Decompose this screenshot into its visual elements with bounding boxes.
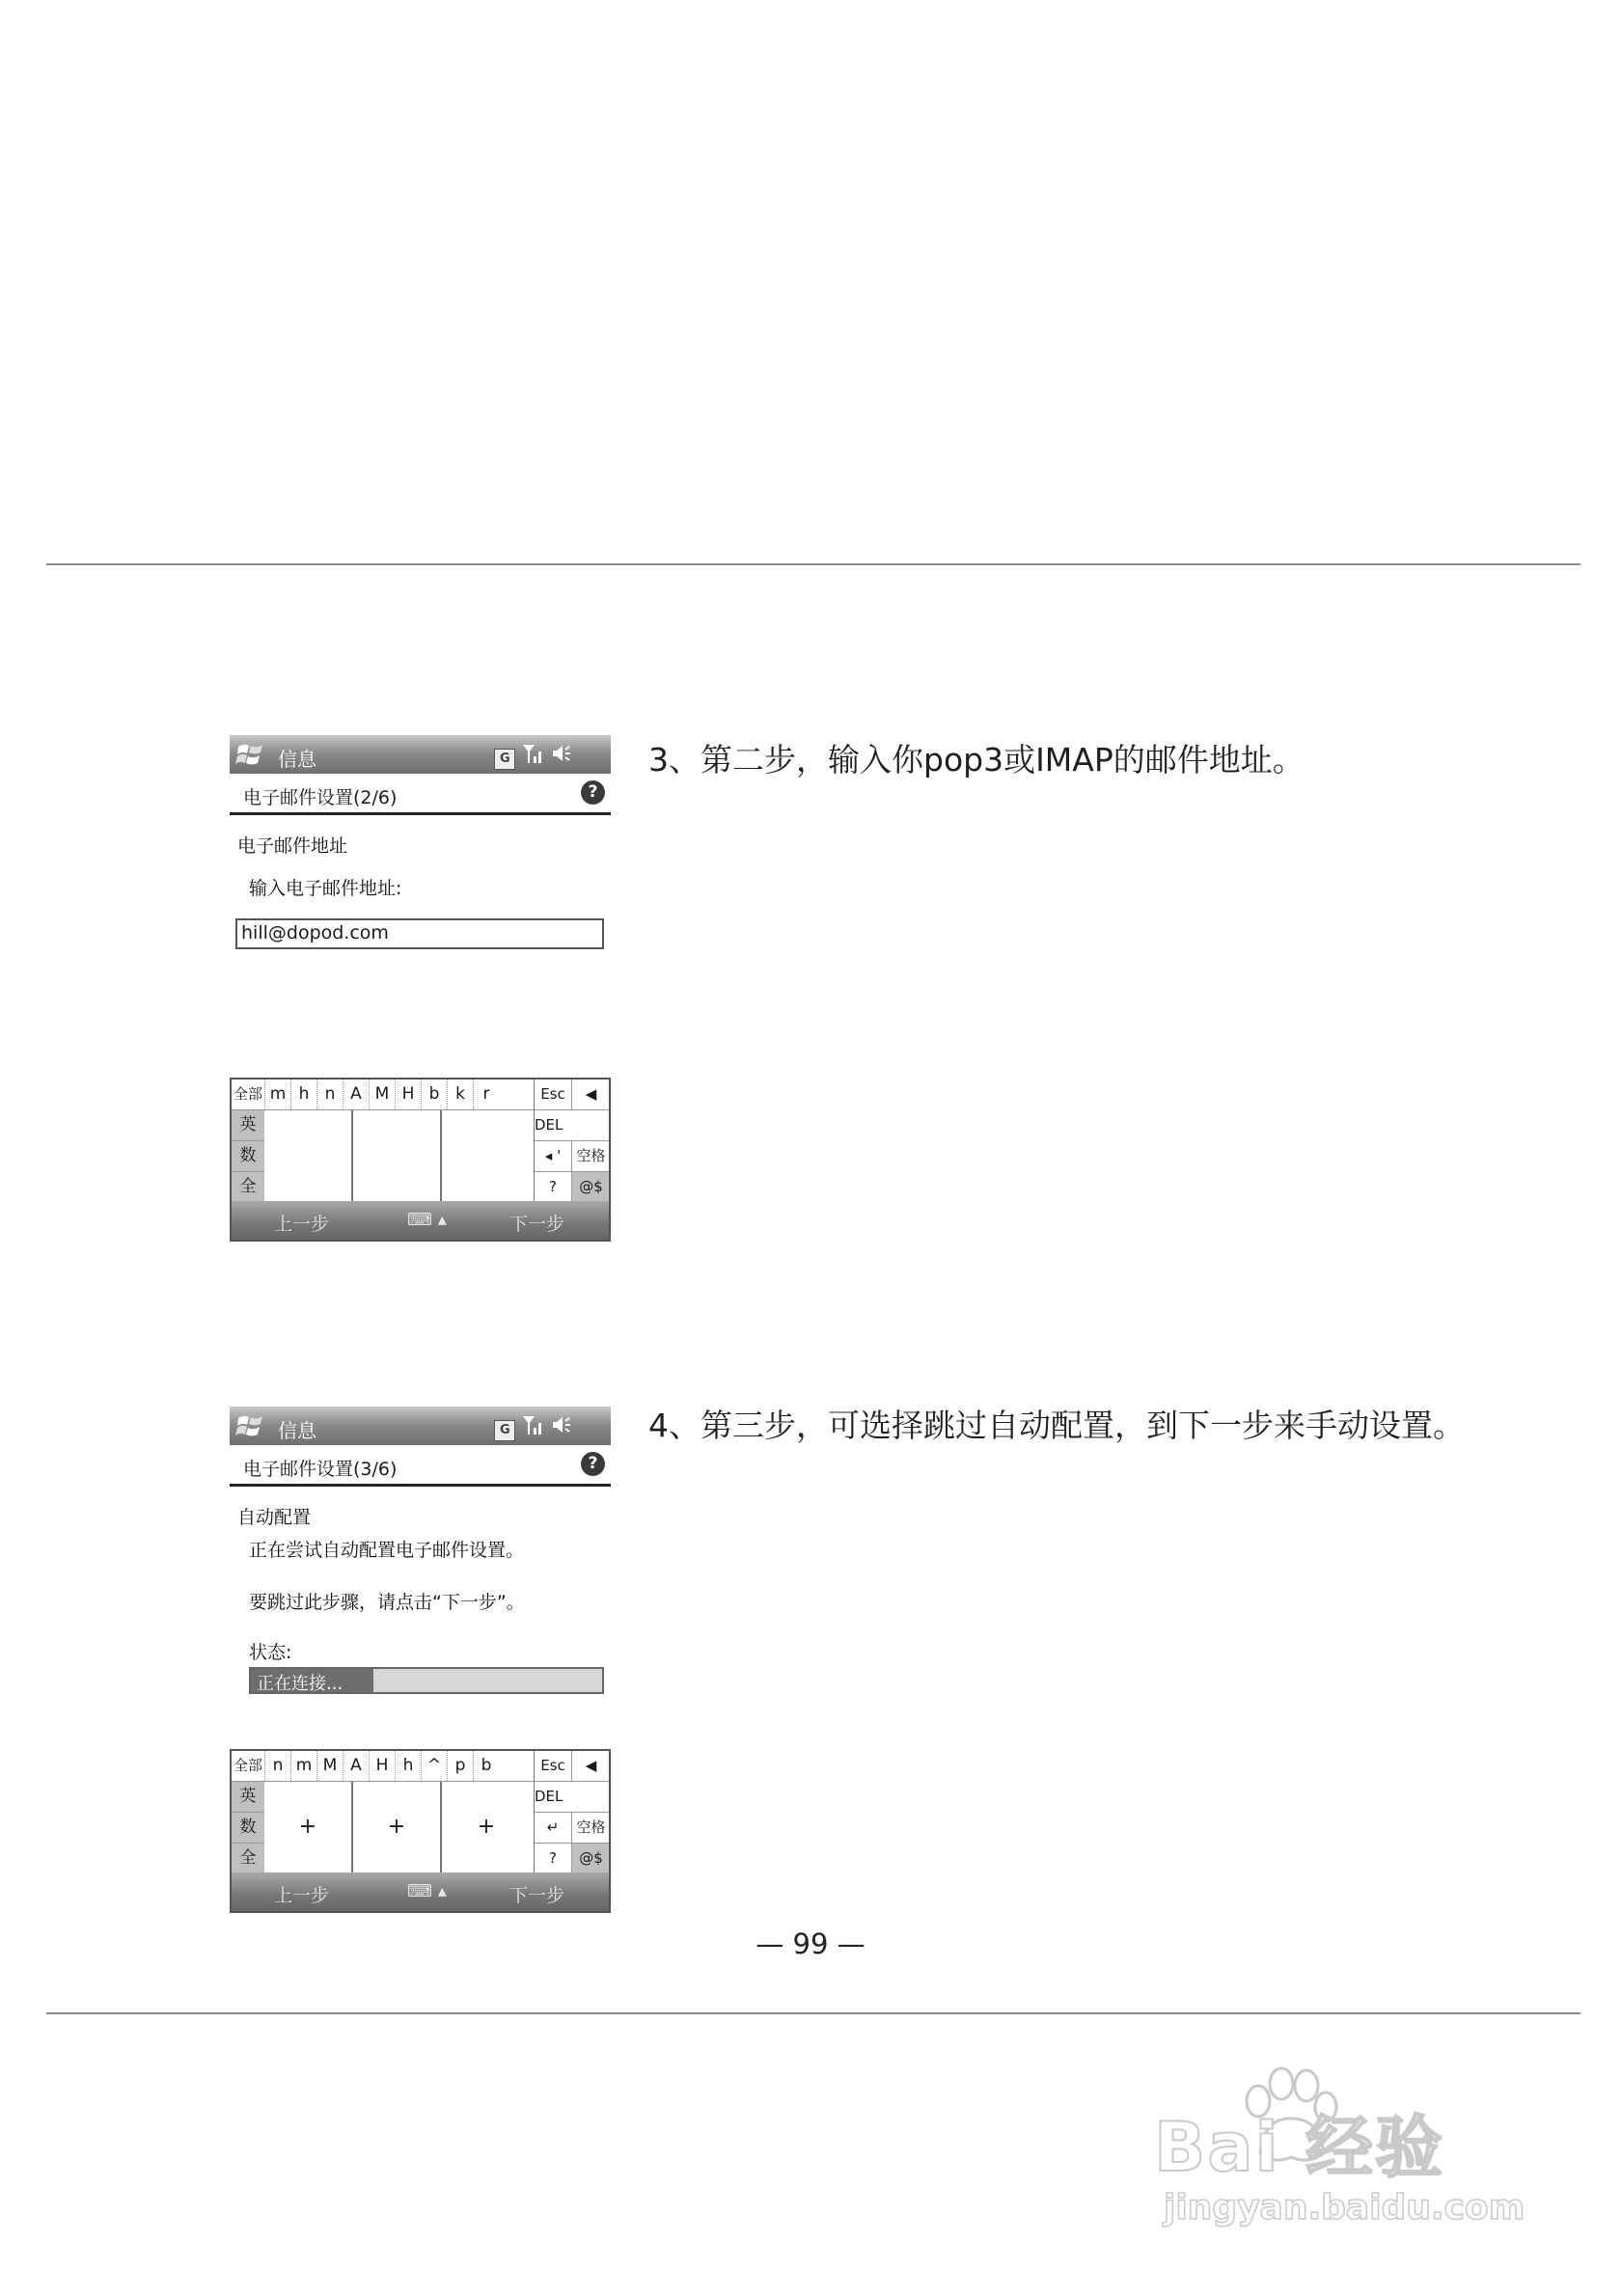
- app-title: 信息: [278, 748, 316, 771]
- settings-header: [230, 774, 611, 815]
- baidu-watermark: [1154, 2064, 1559, 2238]
- esc-key[interactable]: Esc: [535, 1751, 572, 1781]
- space-key[interactable]: 空格: [576, 1147, 606, 1164]
- mode-all-key[interactable]: 全部: [232, 1751, 264, 1782]
- top-rule: [46, 563, 1580, 565]
- candidate-key[interactable]: k: [447, 1080, 473, 1109]
- symbol-key[interactable]: @$: [572, 1172, 610, 1202]
- gprs-icon: G: [494, 749, 515, 770]
- help-icon[interactable]: ?: [581, 780, 605, 805]
- candidate-row: [264, 1751, 534, 1782]
- screenshot-auto-config: [230, 1407, 611, 1913]
- candidate-key[interactable]: b: [473, 1751, 499, 1781]
- status-label: 状态:: [249, 1642, 292, 1663]
- windows-start-icon[interactable]: [235, 1412, 266, 1439]
- handwriting-pad-2[interactable]: [353, 1110, 442, 1201]
- next-button[interactable]: 下一步: [509, 1214, 565, 1235]
- status-icons: [486, 743, 572, 770]
- email-prompt: 输入电子邮件地址:: [249, 878, 402, 899]
- next-button[interactable]: 下一步: [509, 1885, 565, 1906]
- mode-english-key[interactable]: 英: [232, 1782, 264, 1813]
- windows-start-icon[interactable]: [235, 741, 266, 768]
- prev-button[interactable]: 上一步: [274, 1885, 330, 1906]
- settings-step-label: 电子邮件设置(2/6): [243, 787, 398, 808]
- candidate-key[interactable]: m: [290, 1751, 316, 1781]
- question-key[interactable]: ?: [535, 1844, 572, 1873]
- candidate-key[interactable]: h: [395, 1751, 421, 1781]
- app-title: 信息: [278, 1419, 316, 1442]
- section-title: 自动配置: [237, 1507, 312, 1528]
- candidate-key[interactable]: r: [473, 1080, 499, 1109]
- section-title: 电子邮件地址: [237, 835, 348, 857]
- bottom-rule: [46, 2012, 1580, 2014]
- symbol-key[interactable]: @$: [572, 1844, 610, 1873]
- page-number: — 99 —: [756, 1927, 865, 1960]
- volume-icon[interactable]: [551, 1414, 572, 1435]
- candidate-key[interactable]: A: [343, 1751, 369, 1781]
- backspace-icon[interactable]: ◀: [585, 1085, 597, 1103]
- space-key[interactable]: 空格: [576, 1818, 606, 1836]
- skip-hint: 要跳过此步骤，请点击“下一步”。: [249, 1592, 525, 1613]
- candidate-row: [264, 1080, 534, 1110]
- handwriting-pad-3[interactable]: +: [477, 1815, 496, 1839]
- handwriting-pad-1[interactable]: +: [264, 1782, 353, 1872]
- settings-step-label: 电子邮件设置(3/6): [243, 1459, 398, 1480]
- candidate-key[interactable]: m: [264, 1080, 290, 1109]
- mode-number-key[interactable]: 数: [232, 1141, 264, 1172]
- input-mode-column: [232, 1751, 264, 1874]
- input-mode-column: [232, 1080, 264, 1203]
- mode-full-key[interactable]: 全: [232, 1844, 264, 1874]
- candidate-key[interactable]: h: [290, 1080, 316, 1109]
- keyboard-icon[interactable]: ⌨ ▴: [407, 1210, 447, 1230]
- settings-header: [230, 1445, 611, 1487]
- menu-bar: [232, 1872, 609, 1911]
- watermark-url: jingyan.baidu.com: [1164, 2188, 1525, 2228]
- prev-button[interactable]: 上一步: [274, 1214, 330, 1235]
- mode-full-key[interactable]: 全: [232, 1172, 264, 1203]
- volume-icon[interactable]: [551, 743, 572, 764]
- function-keys: [534, 1751, 610, 1872]
- candidate-key[interactable]: H: [395, 1080, 421, 1109]
- mode-english-key[interactable]: 英: [232, 1110, 264, 1141]
- del-key[interactable]: DEL: [535, 1782, 610, 1813]
- candidate-key[interactable]: b: [421, 1080, 447, 1109]
- del-key[interactable]: DEL: [535, 1110, 610, 1141]
- function-keys: [534, 1080, 610, 1201]
- handwriting-pad-1[interactable]: [264, 1110, 353, 1201]
- status-icons: [486, 1414, 572, 1441]
- question-key[interactable]: ?: [535, 1172, 572, 1202]
- email-input[interactable]: hill@dopod.com: [235, 918, 604, 949]
- punct-key[interactable]: ◂ ': [535, 1141, 572, 1171]
- soft-keyboard: [230, 1078, 611, 1242]
- progress-text: 正在连接...: [257, 1674, 343, 1694]
- signal-icon[interactable]: [522, 1414, 545, 1435]
- handwriting-pad-3[interactable]: [442, 1110, 531, 1201]
- candidate-key[interactable]: p: [447, 1751, 473, 1781]
- menu-bar: [232, 1201, 609, 1240]
- help-icon[interactable]: ?: [581, 1452, 605, 1476]
- watermark-text: Bai 经验: [1154, 2108, 1444, 2187]
- step-3-caption: 3、第二步，输入你pop3或IMAP的邮件地址。: [648, 741, 1305, 779]
- soft-keyboard: [230, 1749, 611, 1913]
- candidate-key[interactable]: ^: [421, 1751, 447, 1781]
- candidate-key[interactable]: M: [316, 1751, 343, 1781]
- candidate-key[interactable]: A: [343, 1080, 369, 1109]
- gprs-icon: G: [494, 1420, 515, 1441]
- candidate-key[interactable]: n: [316, 1080, 343, 1109]
- esc-key[interactable]: Esc: [535, 1080, 572, 1109]
- title-bar: [230, 1407, 611, 1445]
- candidate-key[interactable]: H: [369, 1751, 395, 1781]
- mode-number-key[interactable]: 数: [232, 1813, 264, 1844]
- screenshot-email-address: [230, 735, 611, 1242]
- step-4-caption: 4、第三步，可选择跳过自动配置，到下一步来手动设置。: [648, 1407, 1465, 1444]
- mode-all-key[interactable]: 全部: [232, 1080, 264, 1110]
- auto-config-message: 正在尝试自动配置电子邮件设置。: [249, 1540, 525, 1561]
- candidate-key[interactable]: n: [264, 1751, 290, 1781]
- signal-icon[interactable]: [522, 743, 545, 764]
- backspace-icon[interactable]: ◀: [585, 1757, 597, 1774]
- handwriting-pad-2[interactable]: +: [353, 1782, 442, 1872]
- candidate-key[interactable]: M: [369, 1080, 395, 1109]
- title-bar: [230, 735, 611, 774]
- connection-progress-bar: [249, 1667, 604, 1694]
- enter-key[interactable]: ↵: [535, 1813, 572, 1843]
- keyboard-icon[interactable]: ⌨ ▴: [407, 1881, 447, 1901]
